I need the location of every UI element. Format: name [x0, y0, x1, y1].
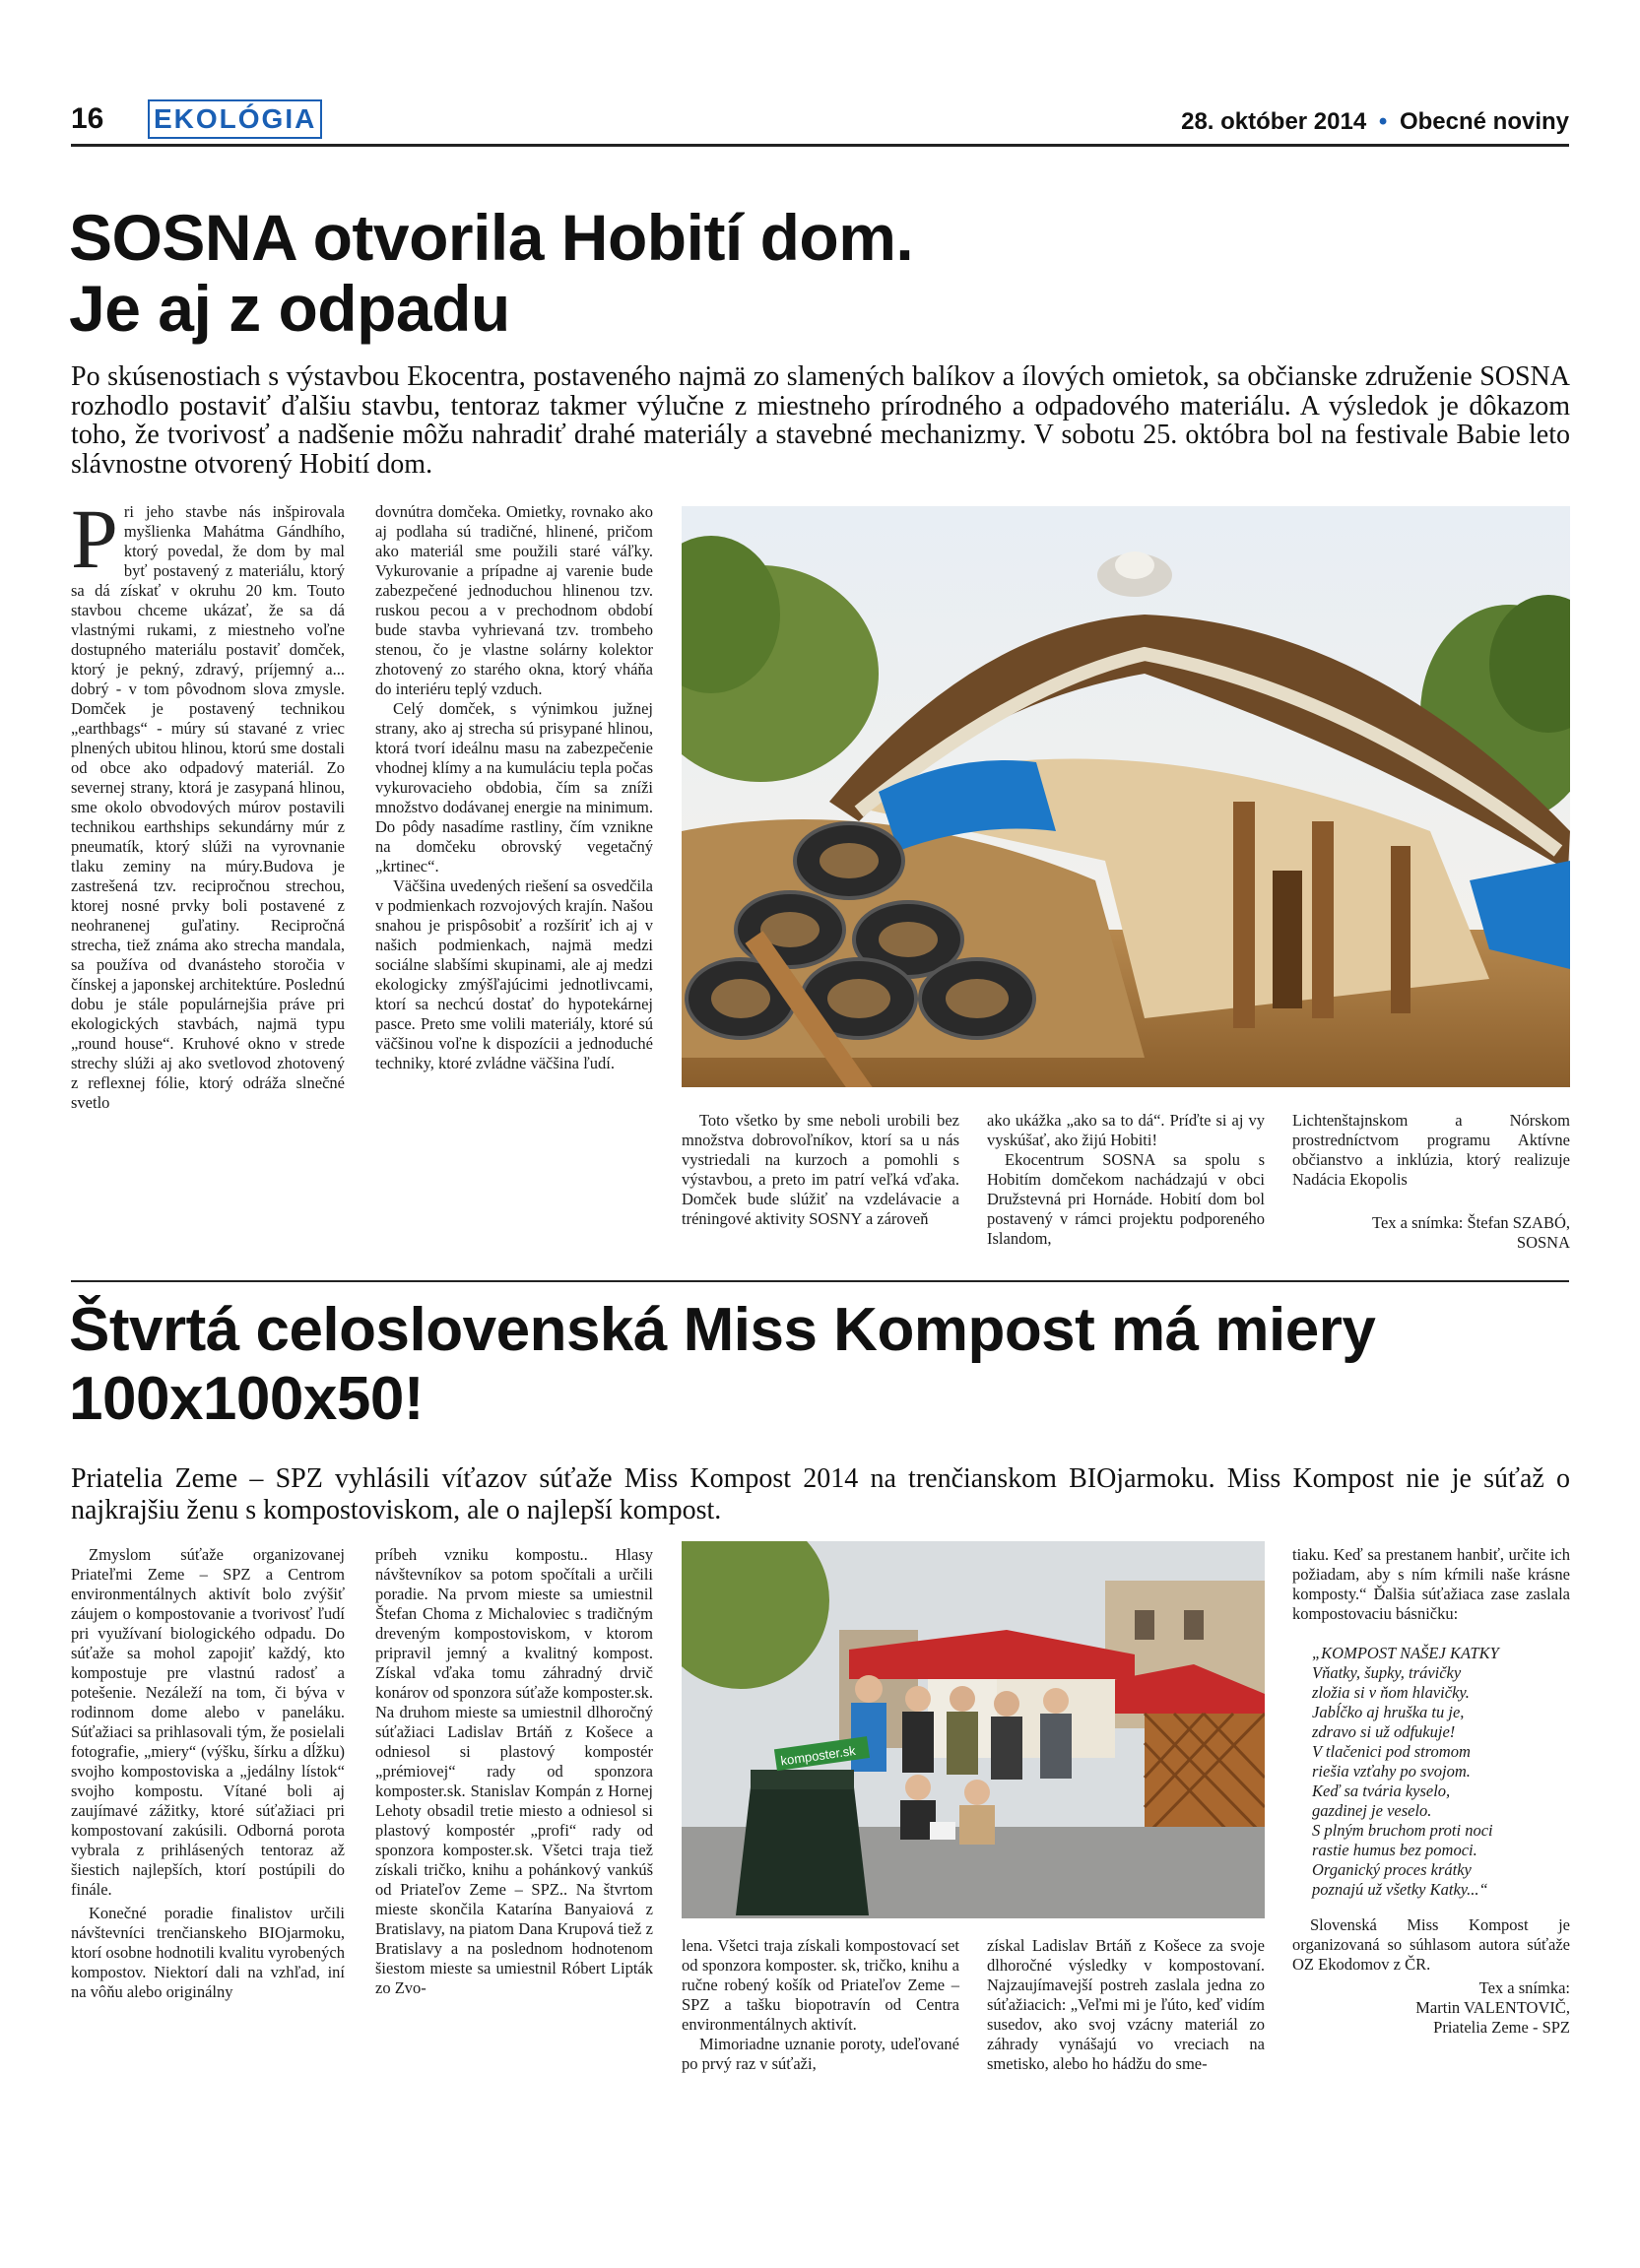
article2-column-1	[71, 1545, 345, 2002]
article1-col5-paragraph: Lichtenštajnskom a Nórskom prostredníctvom programu Aktívne občianstvo a inklúzia, ktorý realizuje Nadácia Ekopolis	[1292, 1111, 1570, 1189]
section-badge	[148, 99, 322, 139]
poem-line: S plným bruchom proti noci	[1312, 1821, 1493, 1840]
article1-col3-paragraph: Toto všetko by sme neboli urobili bez množstva dobrovoľníkov, ktorí sa u nás vystriedali na kurzoch a pomohli s výstavbou, a preto im patrí veľká vďaka. Domček bude slúžiť na vzdelávacie a tréningové aktivity SOSNY a zároveň	[682, 1111, 959, 1228]
poem-line: riešia vzťahy po svojom.	[1312, 1762, 1471, 1781]
compost-winners-illustration	[682, 1541, 1265, 1918]
article2-credit-line3: Priatelia Zeme - SPZ	[1433, 2018, 1570, 2037]
poem-line: zdravo si už odfukuje!	[1312, 1722, 1456, 1741]
article2-headline-line2: 100x100x50!	[69, 1365, 424, 1433]
article2-column-2	[375, 1545, 653, 1998]
article1-column-3	[682, 1111, 959, 1229]
article1-col2-paragraph-2: Celý domček, s výnimkou južnej strany, ako aj strecha sú prisypané hlinou, ktorá tvorí ideálnu masu na zabezpečenie vhodnej klímy a na kumuláciu tepla počas vykurovacieho obdobia, čím sa zníži množstvo dodávanej energie na minimum. Do pôdy nasadíme rastliny, čím vznikne na domčeku obrovský vegetačný „krtinec“.	[375, 699, 653, 875]
article2-column-4	[987, 1936, 1265, 2074]
article1-lead: Po skúsenostiach s výstavbou Ekocentra, postaveného najmä zo slamených balíkov a ílových omietok, sa občianske združenie SOSNA rozhodlo postaviť ďalšiu stavbu, tentoraz takmer výlučne z miestneho prírodného a odpadového materiálu. A výsledok je dôkazom toho, že tvorivosť a nadšenie môžu nahradiť drahé materiály a stavebné mechanizmy. V sobotu 25. októbra bol na festivale Babie leto slávnostne otvorený Hobití dom.	[71, 361, 1570, 480]
article1-column-4	[987, 1111, 1265, 1249]
article2-col1-paragraph-2: Konečné poradie finalistov určili návštevníci trenčianskeho BIOjarmoku, ktorí osobne hodnotili kvalitu vyrobených kompostov. Niektorí dali na vzhľad, iní na vôňu alebo originálny	[71, 1904, 345, 2001]
issue-date: 28. október 2014	[1181, 108, 1367, 135]
article2-credit-line2: Martin VALENTOVIČ,	[1415, 1998, 1570, 2017]
poem-line: zložia si v ňom hlavičky.	[1312, 1683, 1470, 1702]
poem-line: gazdinej je veselo.	[1312, 1801, 1432, 1820]
article1-dropcap: P	[71, 491, 118, 586]
article1-col4-paragraph-2: Ekocentrum SOSNA sa spolu s Hobitím domčekom nachádzajú v obci Družstevná pri Hornáde. Hobití dom bol postavený v rámci projektu podporeného Islandom,	[987, 1150, 1265, 1248]
article1-headline-line1: SOSNA otvorila Hobití dom.	[69, 201, 914, 274]
komposter-sign-text: komposter.sk	[779, 1742, 857, 1769]
article2-credit	[1292, 1978, 1570, 2038]
article1-headline	[69, 202, 913, 344]
article1-column-2	[375, 502, 653, 1073]
article2-col3-paragraph-2: Mimoriadne uznanie poroty, udeľované po prvý raz v súťaži,	[682, 2035, 959, 2073]
article1-col4-paragraph-1: ako ukážka „ako sa to dá“. Príďte si aj vy vyskúšať, ako žijú Hobiti!	[987, 1111, 1265, 1149]
poem-line: Keď sa tvária kyselo,	[1312, 1782, 1451, 1800]
miss-kompost-photo	[682, 1541, 1265, 1918]
article2-headline-line1: Štvrtá celoslovenská Miss Kompost má miery	[69, 1296, 1376, 1364]
article2-col3-paragraph-1: lena. Všetci traja získali kompostovací set od sponzora komposter. sk, tričko, knihu a ručne robený košík od Priateľov Zeme – SPZ a tašku biopotravín od Centra environmentálnych aktivít.	[682, 1936, 959, 2034]
compost-poem	[1312, 1644, 1570, 1900]
article2-column-3	[682, 1936, 959, 2074]
article2-credit-line1: Tex a snímka:	[1478, 1978, 1570, 1997]
article1-col1-paragraph: ri jeho stavbe nás inšpirovala myšlienka Mahátma Gándhího, ktorý povedal, že dom by mal byť postavený z materiálu, ktorý sa dá získať v okruhu 20 km. Touto stavbou chceme ukázať, že sa dá vlastnými rukami, z miestneho voľne dostupného materiálu postaviť domček, ktorý je pekný, zdravý, príjemný a... dobrý - v tom pôvodnom slova zmysle. Domček je postavený technikou „earthbags“ - múry sú stavané z vriec plnených ubitou hlinou, ktorú sme dostali od obce ako odpadový materiál. Zo severnej strany, ktorá je zasypaná hlinou, sme okolo obvodových múrov postavili technikou earthships sekundárny múr z pneumatík, ktorý slúži na vyrovnanie tlaku zeminy na múry.Budova je zastrešená tzv. recipročnou strechou, ktorej nosné prvky boli postavené z neohranenej guľatiny. Recipročná strecha, tiež známa ako strecha mandala, sa používa od dvanásteho storočia v čínskej a japonskej architektúre. Poslednú dobu je stále populárnejšia práve pri ekologických stavbách, najmä typu „round house“. Kruhové okno v strede strechy slúži aj ako svetlovod zhotovený z reflexnej fólie, ktorý odráža slnečné svetlo	[71, 502, 345, 1112]
article2-lead: Priatelia Zeme – SPZ vyhlásili víťazov súťaže Miss Kompost 2014 na trenčianskom BIOjarmoku. Miss Kompost nie je súťaž o najkrajšiu ženu s kompostoviskom, ale o najlepší kompost.	[71, 1463, 1570, 1525]
article1-headline-line2: Je aj z odpadu	[69, 272, 510, 345]
poem-line: poznajú už všetky Katky...“	[1312, 1880, 1488, 1899]
article1-credit-line2: SOSNA	[1516, 1233, 1570, 1252]
hobbit-house-illustration	[682, 506, 1570, 1087]
article-divider	[71, 1280, 1569, 1282]
publication-name: Obecné noviny	[1399, 108, 1569, 135]
article2-col2-paragraph: príbeh vzniku kompostu.. Hlasy návštevníkov sa potom spočítali a určili poradie. Na prvom mieste sa umiestnil Štefan Choma z Michaloviec s tradičným dreveným kompostoviskom, v ktorom pripravil jemný a kvalitný kompost. Získal vďaka tomu záhradný drvič konárov od sponzora súťaže komposter.sk. Na druhom mieste sa umiestnil dlhoročný súťažiaci Ladislav Brtáň z Košece a odniesol si plastový kompostér „prémiovej“ rady od sponzora komposter.sk. Stanislav Kompán z Hornej Lehoty obsadil tretie miesto a odniesol si plastový kompostér „profi“ rady od sponzora komposter.sk. Všetci traja tiež získali tričko, knihu a pohánkový vankúš od Priateľov Zeme – SPZ.. Na štvrtom mieste skončila Katarína Banyaiová z Bratislavy, na piatom Dana Krupová tiež z Bratislavy a na poslednom hodnotenom šiestom mieste sa umiestnil Róbert Lipták zo Zvo-	[375, 1545, 653, 1997]
hobbit-house-photo	[682, 506, 1570, 1087]
poem-line: Jabĺčko aj hruška tu je,	[1312, 1703, 1465, 1721]
masthead-right	[1181, 108, 1569, 136]
section-label: EKOLÓGIA	[154, 103, 317, 134]
poem-line: rastie humus bez pomoci.	[1312, 1841, 1477, 1859]
article1-column-5	[1292, 1111, 1570, 1253]
poem-line: V tlačenici pod stromom	[1312, 1742, 1471, 1761]
article2-headline	[69, 1296, 1375, 1434]
article2-col5-paragraph-1: tiaku. Keď sa prestanem hanbiť, určite ich požiadam, aby s ním kŕmili naše krásne komposty.“ Ďalšia súťažiaca zase zaslala kompostovaciu básničku:	[1292, 1545, 1570, 1623]
article1-col2-paragraph-3: Väčšina uvedených riešení sa osvedčila v podmienkach rozvojových krajín. Našou snahou je prispôsobiť a rozšíriť ich aj v našich podmienkach, najmä medzi sociálne slabšími skupinami, ale aj medzi ekologicky zmýšľajúcimi jednotlivcami, ktorí sa nechcú dostať do hypotekárnej pasce. Preto sme volili materiály, ktoré sú väčšinou voľne k dispozícii a jednoduché techniky, ktoré zvládne väčšina ľudí.	[375, 876, 653, 1072]
article1-credit-line1: Tex a snímka: Štefan SZABÓ,	[1372, 1213, 1570, 1232]
article2-col4-paragraph: získal Ladislav Brtáň z Košece za svoje dlhoročné výsledky v kompostovaní. Najzaujímavejší postreh zaslala jedna zo súťažiacich: „Veľmi mi je ľúto, keď vidím susedov, ako svoj vzácny materiál zo záhrady vynášajú vo vreciach na smetisko, alebo ho hádžu do sme-	[987, 1936, 1265, 2073]
page-number: 16	[71, 102, 104, 135]
article1-column-1	[71, 491, 345, 1113]
header-separator: •	[1378, 108, 1388, 135]
poem-line: Vňatky, šupky, trávičky	[1312, 1663, 1462, 1682]
header-rule	[71, 144, 1569, 147]
article1-credit	[1292, 1213, 1570, 1253]
article2-col1-paragraph-1: Zmyslom súťaže organizovanej Priateľmi Zeme – SPZ a Centrom environmentálnych aktivít bolo zvýšiť záujem o kompostovanie a tvorivosť ľudí pri využívaní biologického odpadu. Do súťaže sa mohol zapojiť každý, kto kompostuje pre vlastnú radosť a potešenie. Nezáleží na tom, či býva v rodinnom dome alebo v paneláku. Súťažiaci sa prihlasovali tým, že posielali fotografie, „miery“ (výšku, šírku a dĺžku) svojho kompostoviska a „jedálny lístok“ svojho kompostu. Vítané boli aj zaujímavé zážitky, ktoré súťažiaci pri kompostovaní zakúsili. Odborná porota vybrala z prihlásených tentoraz až šiestich najlepších, ktorí postúpili do finále.	[71, 1545, 345, 1899]
article1-col2-paragraph-1: dovnútra domčeka. Omietky, rovnako ako aj podlaha sú tradičné, hlinené, pričom ako materiál sme použili staré váľky. Vykurovanie a prípadne aj varenie bude zabezpečené jednoduchou hlinenou tzv. ruskou pecou a v prechodnom období bude stavba vyhrievaná tzv. trombeho stenou, čo je vlastne solárny kolektor zhotovený zo starého okna, ktorý vháňa do interiéru teplý vzduch.	[375, 502, 653, 698]
poem-line: Organický proces krátky	[1312, 1860, 1472, 1879]
poem-line: „KOMPOST NAŠEJ KATKY	[1312, 1644, 1499, 1662]
article2-column-5	[1292, 1545, 1570, 2038]
article2-col5-paragraph-2: Slovenská Miss Kompost je organizovaná so súhlasom autora súťaže OZ Ekodomov z ČR.	[1292, 1915, 1570, 1974]
